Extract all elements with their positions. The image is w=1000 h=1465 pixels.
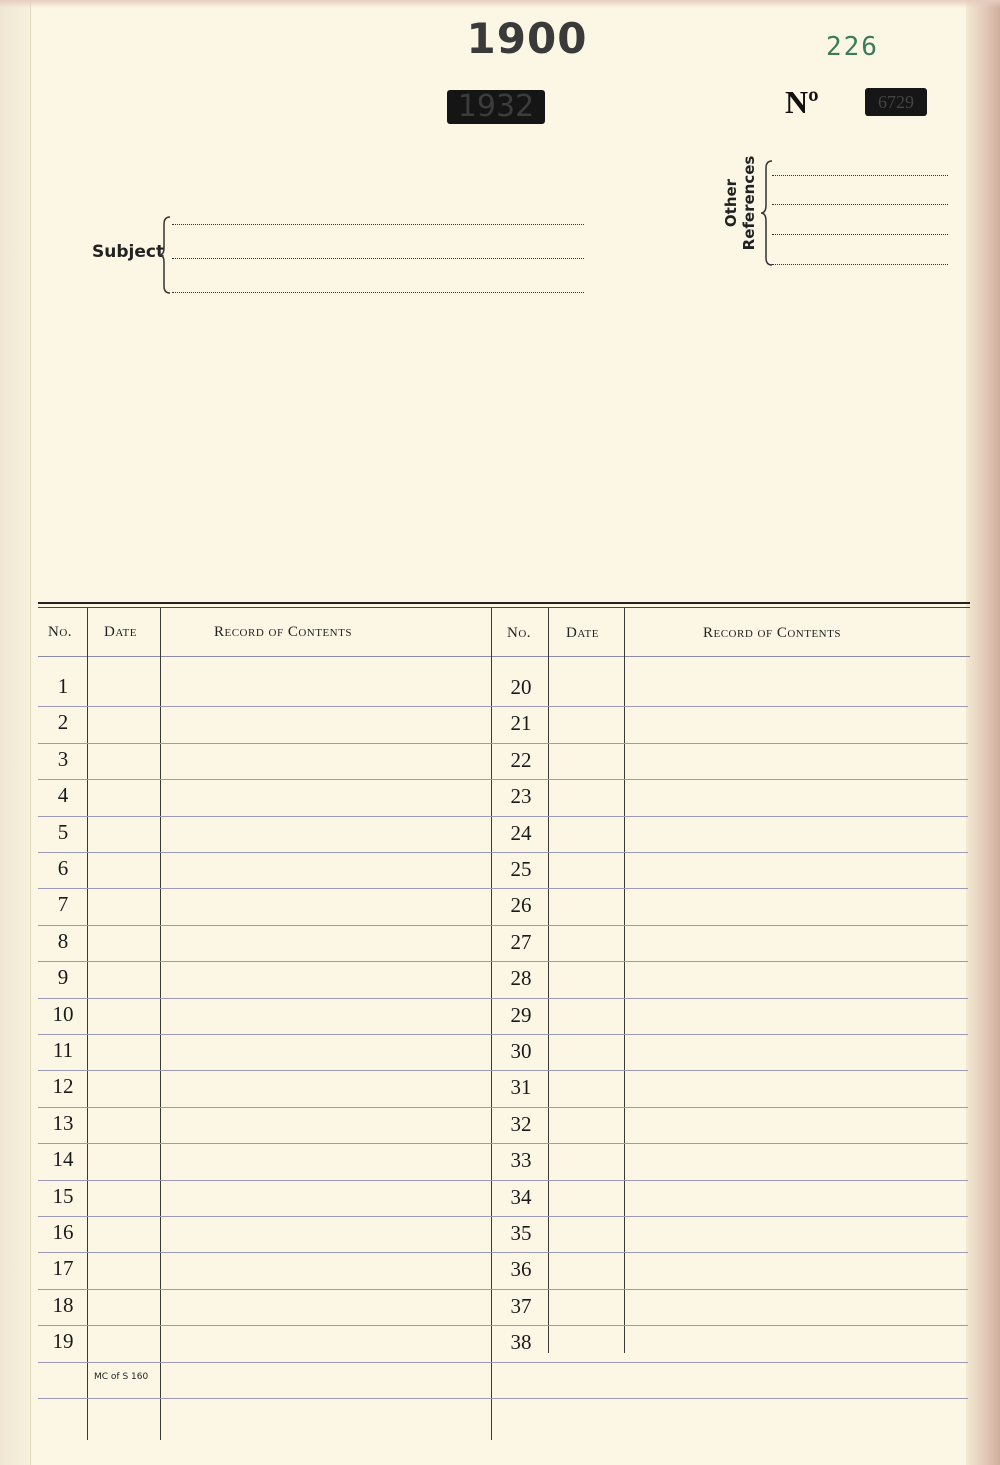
reference-line-3[interactable] — [772, 234, 948, 235]
row-rule — [38, 1325, 968, 1326]
left-row-number: 17 — [52, 1256, 74, 1280]
right-no-header: No. — [507, 625, 532, 641]
right-row-number: 29 — [510, 1003, 532, 1027]
form-code: MC of S 160 — [94, 1372, 149, 1382]
left-row-number: 6 — [57, 856, 69, 880]
right-no-column-rule — [548, 608, 549, 1353]
other-references-label — [722, 148, 758, 258]
right-row-number: 34 — [510, 1185, 532, 1209]
left-row-number: 16 — [52, 1220, 74, 1244]
subject-brace-icon — [158, 216, 172, 294]
right-row-number: 23 — [510, 784, 532, 808]
row-rule — [38, 816, 968, 817]
year-stamp: 1932 — [447, 90, 545, 124]
left-row-number: 2 — [57, 710, 69, 734]
left-row-number: 13 — [52, 1111, 74, 1135]
other-references-line2: References — [740, 155, 758, 251]
row-rule — [38, 1180, 968, 1181]
table-top-rule — [38, 602, 970, 604]
row-rule — [38, 1107, 968, 1108]
right-row-number: 32 — [510, 1112, 532, 1136]
left-date-column-rule — [160, 608, 161, 1440]
row-rule — [38, 1362, 968, 1363]
row-rule — [38, 1034, 968, 1035]
row-rule — [38, 1289, 968, 1290]
row-rule — [38, 779, 968, 780]
header-underline — [38, 656, 970, 657]
subject-line-1[interactable] — [172, 224, 584, 225]
left-row-number: 18 — [52, 1293, 74, 1317]
right-date-header: Date — [566, 625, 599, 641]
file-number-stamp: 6729 — [865, 88, 927, 116]
right-row-number: 37 — [510, 1294, 532, 1318]
subject-line-3[interactable] — [172, 292, 584, 293]
left-row-number: 14 — [52, 1147, 74, 1171]
right-row-number: 31 — [510, 1075, 532, 1099]
file-count-stamp: 226 — [826, 32, 879, 62]
left-row-number: 5 — [57, 820, 69, 844]
left-no-header: No. — [48, 624, 73, 640]
left-row-number: 10 — [52, 1002, 74, 1026]
right-row-number: 22 — [510, 748, 532, 772]
right-row-number: 24 — [510, 821, 532, 845]
right-row-number: 26 — [510, 893, 532, 917]
row-rule — [38, 888, 968, 889]
row-rule — [38, 706, 968, 707]
row-rule — [38, 852, 968, 853]
row-rule — [38, 961, 968, 962]
subject-label: Subject — [92, 242, 165, 262]
subject-line-2[interactable] — [172, 258, 584, 259]
reference-line-2[interactable] — [772, 204, 948, 205]
row-rule — [38, 1252, 968, 1253]
left-row-number: 12 — [52, 1074, 74, 1098]
table-top-rule-thin — [38, 607, 970, 608]
right-row-number: 27 — [510, 930, 532, 954]
cover-top-edge — [0, 0, 1000, 8]
cover-right-edge — [966, 0, 1000, 1465]
right-row-number: 20 — [510, 675, 532, 699]
right-row-number: 30 — [510, 1039, 532, 1063]
right-row-number: 36 — [510, 1257, 532, 1281]
left-row-number: 19 — [52, 1329, 74, 1353]
right-row-number: 21 — [510, 711, 532, 735]
row-rule — [38, 925, 968, 926]
right-date-column-rule — [624, 608, 625, 1353]
row-rule — [38, 1398, 968, 1399]
left-contents-header: Record of Contents — [214, 624, 352, 640]
left-row-number: 11 — [52, 1038, 74, 1062]
reference-line-4[interactable] — [772, 264, 948, 265]
left-row-number: 1 — [57, 674, 69, 698]
left-row-number: 9 — [57, 965, 69, 989]
left-row-number: 15 — [52, 1184, 74, 1208]
other-references-line1: Other — [722, 178, 740, 228]
reference-line-1[interactable] — [772, 175, 948, 176]
right-row-number: 25 — [510, 857, 532, 881]
number-label: Nº — [785, 84, 819, 120]
row-rule — [38, 1070, 968, 1071]
left-row-number: 8 — [57, 929, 69, 953]
right-row-number: 28 — [510, 966, 532, 990]
left-row-number: 3 — [57, 747, 69, 771]
right-row-number: 38 — [510, 1330, 532, 1354]
left-date-header: Date — [104, 624, 137, 640]
cover-left-edge — [0, 0, 31, 1465]
row-rule — [38, 1216, 968, 1217]
right-contents-header: Record of Contents — [703, 625, 841, 641]
right-row-number: 35 — [510, 1221, 532, 1245]
row-rule — [38, 998, 968, 999]
row-rule — [38, 743, 968, 744]
right-row-number: 33 — [510, 1148, 532, 1172]
center-column-rule — [491, 608, 492, 1440]
row-rule — [38, 1143, 968, 1144]
printed-year: 1900 — [466, 14, 588, 63]
left-row-number: 7 — [57, 892, 69, 916]
left-row-number: 4 — [57, 783, 69, 807]
